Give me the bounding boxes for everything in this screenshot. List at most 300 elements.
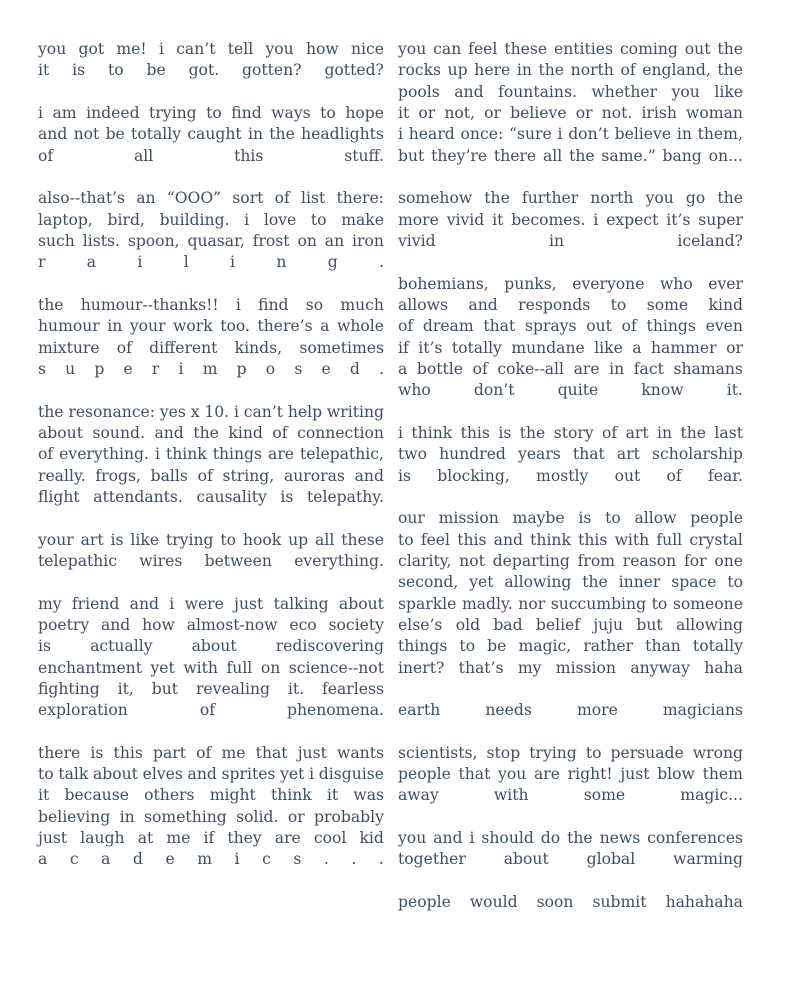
word: you (398, 829, 427, 848)
text-line (38, 231, 384, 252)
text-line (398, 508, 743, 529)
word: think (411, 423, 453, 442)
word: people (398, 893, 451, 912)
word: last (714, 423, 743, 442)
paragraph (398, 892, 743, 913)
word: humour--thanks!! (80, 295, 219, 314)
word: rediscovering (275, 637, 384, 656)
word: different (149, 338, 218, 357)
word: might (209, 786, 256, 805)
word: there: (336, 189, 384, 208)
word: in (107, 317, 123, 336)
word: and (454, 82, 484, 101)
word: with (183, 658, 218, 677)
paragraph-gap (398, 167, 743, 188)
word: don’t (473, 381, 515, 400)
word: the (519, 423, 546, 442)
word: inner (618, 573, 661, 592)
word: pools (398, 82, 440, 101)
word: about (191, 637, 237, 656)
word: with (614, 530, 650, 549)
word: think (270, 786, 312, 805)
paragraph (38, 743, 384, 871)
word: d (132, 850, 143, 869)
word: sprays (524, 317, 577, 336)
text-line (398, 295, 743, 316)
word: be (487, 637, 507, 656)
word: everything. (59, 445, 149, 464)
text-line (38, 700, 384, 721)
word: all (315, 530, 335, 549)
word: soon (536, 893, 574, 912)
word: out (586, 317, 612, 336)
word: but (151, 679, 179, 698)
text-line (398, 764, 743, 785)
word: scholarship (652, 445, 743, 464)
text-line (398, 828, 743, 849)
word: in (548, 231, 564, 250)
word: of (621, 317, 637, 336)
word: kinds, (234, 338, 283, 357)
word: if (398, 338, 409, 357)
word: believe (510, 103, 567, 122)
word: lists. (82, 231, 120, 250)
word: laugh (80, 829, 125, 848)
word: it’s (418, 338, 443, 357)
left-column (38, 39, 384, 871)
word: a (38, 850, 48, 869)
word: i (398, 423, 403, 442)
word: an (324, 231, 345, 250)
word: totally (451, 338, 502, 357)
word: it (398, 103, 410, 122)
word: it. (726, 381, 743, 400)
word: all (542, 146, 563, 165)
paragraph-gap (398, 679, 743, 700)
text-line (398, 188, 743, 209)
word: who (398, 381, 431, 400)
text-line (38, 402, 384, 423)
text-line (398, 423, 743, 444)
word: i (158, 40, 164, 58)
word: reason (622, 551, 677, 570)
text-line (38, 103, 384, 124)
word: wires (139, 551, 183, 570)
word: talk (58, 765, 89, 784)
text-line (38, 530, 384, 551)
word: right! (567, 765, 613, 784)
word: i (557, 125, 563, 144)
paragraph-gap (398, 807, 743, 828)
word: the (38, 295, 64, 314)
text-line (398, 103, 743, 124)
word: not (73, 125, 100, 144)
word: string, (222, 466, 275, 485)
word: my (517, 658, 542, 677)
word: i (309, 765, 315, 784)
word: are (268, 445, 295, 464)
word: me (166, 829, 191, 848)
word: enchantment (38, 658, 142, 677)
word: allows (398, 295, 449, 314)
word: at (137, 829, 154, 848)
word: a (320, 317, 330, 336)
word: in (676, 125, 692, 144)
word: magicians (662, 701, 743, 720)
word: art (616, 445, 640, 464)
word: of (620, 61, 636, 80)
text-line (38, 124, 384, 145)
word: a (632, 338, 642, 357)
word: once: (460, 125, 504, 144)
word: r (151, 359, 160, 378)
word: somehow (398, 189, 473, 208)
word: of (197, 466, 213, 485)
word: of (666, 466, 682, 485)
text-line (398, 444, 743, 465)
word: submit (592, 893, 647, 912)
word: cool (313, 829, 347, 848)
word: writing (326, 402, 384, 421)
word: a (398, 359, 408, 378)
word: hook (242, 530, 282, 549)
word: your (38, 530, 74, 549)
word: that (572, 445, 605, 464)
word: connection (297, 423, 384, 442)
word: vivid (398, 231, 436, 250)
word: people (398, 765, 451, 784)
word: u (65, 359, 76, 378)
word: the (582, 573, 608, 592)
word: stuff. (344, 146, 384, 165)
text-line (38, 466, 384, 487)
word: help (287, 402, 323, 421)
word: news (599, 829, 641, 848)
word: sort (232, 189, 264, 208)
word: that (483, 317, 516, 336)
word: not. (601, 103, 633, 122)
word: indeed (86, 103, 140, 122)
word: were (184, 594, 224, 613)
word: i (469, 829, 475, 848)
word: and (493, 530, 523, 549)
word: resonance: (68, 402, 156, 421)
word: l (183, 253, 189, 272)
word: society (328, 615, 384, 634)
word: bottle (416, 359, 464, 378)
word: if (203, 829, 215, 848)
word: flight (38, 487, 80, 506)
word: north (590, 189, 634, 208)
word: for (683, 551, 707, 570)
word: expect (606, 210, 659, 229)
paragraph (38, 103, 384, 167)
word: inert? (398, 658, 445, 677)
word: things (646, 317, 696, 336)
word: bird, (107, 210, 145, 229)
text-line (398, 316, 743, 337)
word: to (398, 530, 414, 549)
text-line (38, 146, 384, 167)
word: do (540, 829, 561, 848)
word: conferences (647, 829, 743, 848)
word: is (110, 530, 124, 549)
word: or (575, 103, 593, 122)
word: sparkle (398, 594, 457, 613)
word: to (585, 743, 602, 762)
word: how (142, 615, 175, 634)
word: some (583, 786, 626, 805)
word: art (80, 530, 104, 549)
text-line (398, 700, 743, 721)
word: s (293, 850, 302, 869)
text-line (38, 252, 384, 273)
paragraph (398, 700, 743, 721)
word: really. (38, 466, 86, 485)
word: the (680, 423, 707, 442)
word: mission (438, 509, 499, 528)
word: to (610, 295, 627, 314)
word: be (105, 125, 125, 144)
word: them, (697, 125, 743, 144)
word: just (38, 829, 68, 848)
word: hundred (439, 445, 506, 464)
word: nice (351, 40, 384, 58)
word: work (173, 317, 213, 336)
word: just (297, 743, 327, 762)
word: a (86, 253, 97, 272)
paragraph (398, 39, 743, 167)
word: sound. (92, 423, 145, 442)
word: of (116, 338, 132, 357)
word: disguise (318, 765, 384, 784)
word: together (398, 850, 466, 869)
word: trying (149, 103, 197, 122)
word: warming (673, 850, 743, 869)
word: shamans (673, 359, 743, 378)
paragraph (38, 295, 384, 380)
word: succumbing (550, 594, 647, 613)
word: the (484, 189, 510, 208)
word: of (196, 743, 212, 762)
word: the (717, 189, 743, 208)
text-line (38, 679, 384, 700)
text-line (398, 785, 743, 806)
word: hammer (651, 338, 717, 357)
word: to (651, 594, 668, 613)
word: feel (420, 530, 451, 549)
text-line (398, 530, 743, 551)
word: g (327, 253, 338, 272)
word: building. (159, 210, 230, 229)
word: between (204, 551, 272, 570)
word: earth (398, 701, 441, 720)
word: full (226, 658, 253, 677)
word: don’t (568, 125, 609, 144)
text-line (398, 572, 743, 593)
word: one (714, 551, 743, 570)
word: super (698, 210, 743, 229)
text-line (38, 636, 384, 657)
word: about (38, 423, 83, 442)
word: make (341, 210, 384, 229)
text-line (38, 743, 384, 764)
word: believing (38, 807, 111, 826)
word: to (206, 103, 222, 122)
text-line (38, 594, 384, 615)
text-line (398, 380, 743, 401)
word: just (234, 594, 264, 613)
word: from (577, 551, 616, 570)
word: like (130, 530, 160, 549)
text-line (38, 210, 384, 231)
paragraph-gap (398, 722, 743, 743)
word: something (144, 807, 227, 826)
word: you (671, 82, 700, 101)
word: mundane (511, 338, 585, 357)
word: and (38, 125, 68, 144)
paragraph-gap (38, 82, 384, 103)
word: of (272, 423, 288, 442)
word: departing (492, 551, 570, 570)
word: quite (557, 381, 599, 400)
word: they (227, 829, 262, 848)
paragraph-gap (38, 167, 384, 188)
word: how (305, 40, 339, 58)
text-line (398, 274, 743, 295)
word: the (567, 829, 593, 848)
word: the (193, 423, 219, 442)
word: to (605, 509, 621, 528)
word: m (197, 850, 212, 869)
text-line (398, 338, 743, 359)
word: years (518, 445, 561, 464)
paragraph-gap (38, 274, 384, 295)
word: with (493, 786, 529, 805)
word: because (64, 786, 129, 805)
text-line (38, 423, 384, 444)
word: think (165, 445, 207, 464)
word: poetry (38, 615, 90, 634)
word: some (646, 295, 689, 314)
paragraph-gap (398, 487, 743, 508)
word: that’s (458, 658, 504, 677)
word: of (38, 146, 54, 165)
word: persuade (610, 743, 684, 762)
word: p (236, 359, 247, 378)
word: dream (422, 317, 474, 336)
word: becomes. (511, 210, 586, 229)
word: else’s (398, 615, 443, 634)
word: entities (554, 40, 614, 58)
word: story (553, 423, 594, 442)
word: of (274, 189, 290, 208)
text-line (398, 359, 743, 380)
word: p (94, 359, 105, 378)
text-line (38, 188, 384, 209)
word: eco (289, 615, 317, 634)
word: clarity, (398, 551, 452, 570)
word: full (656, 530, 683, 549)
word: think (530, 530, 571, 549)
word: yet (280, 765, 305, 784)
word: england, (642, 61, 711, 80)
word: to (320, 103, 336, 122)
word: on (260, 658, 281, 677)
word: i (244, 210, 250, 229)
word: is (578, 509, 592, 528)
word: i (178, 359, 184, 378)
word: someone (672, 594, 743, 613)
word: c (262, 850, 271, 869)
word: frost (252, 231, 290, 250)
word: on (297, 231, 317, 250)
word: this (113, 743, 143, 762)
word: the (38, 402, 64, 421)
text-line (38, 359, 384, 380)
word: me (221, 743, 246, 762)
word: here (474, 61, 511, 80)
word: of (602, 423, 618, 442)
word: second, (398, 573, 459, 592)
word: out (684, 40, 711, 58)
word: x (190, 402, 200, 421)
word: heard (408, 125, 455, 144)
word: these (504, 40, 548, 58)
word: scientists, (398, 743, 478, 762)
word: part (153, 743, 187, 762)
word: people (690, 509, 743, 528)
word: coming (619, 40, 678, 58)
word: two (398, 445, 428, 464)
word: totally (692, 637, 743, 656)
text-line (38, 39, 384, 60)
word: wants (337, 743, 384, 762)
word: more (398, 210, 439, 229)
word: ever (708, 274, 743, 293)
word: punks, (504, 274, 557, 293)
word: c (69, 850, 79, 869)
word: and (354, 466, 384, 485)
word: allow (634, 509, 677, 528)
word: yes (159, 402, 186, 421)
word: in (609, 359, 625, 378)
word: almost-now (186, 615, 278, 634)
word: ways (271, 103, 311, 122)
word: is (38, 637, 51, 656)
word: be (146, 61, 166, 80)
word: solid. (236, 807, 279, 826)
paragraph (398, 188, 743, 252)
word: feel (468, 40, 498, 58)
word: my (38, 594, 62, 613)
text-line (38, 338, 384, 359)
word: that (255, 743, 288, 762)
paragraph-gap (38, 722, 384, 743)
word: totally (131, 125, 182, 144)
word: is (398, 466, 411, 485)
word: “sure (508, 125, 552, 144)
word: me! (116, 40, 147, 58)
word: allowing (675, 615, 743, 634)
paragraph (398, 508, 743, 679)
word: can (433, 40, 462, 58)
word: and (129, 594, 159, 613)
text-line (398, 551, 743, 572)
text-line (398, 39, 743, 60)
word: and (187, 765, 217, 784)
word: global (586, 850, 636, 869)
